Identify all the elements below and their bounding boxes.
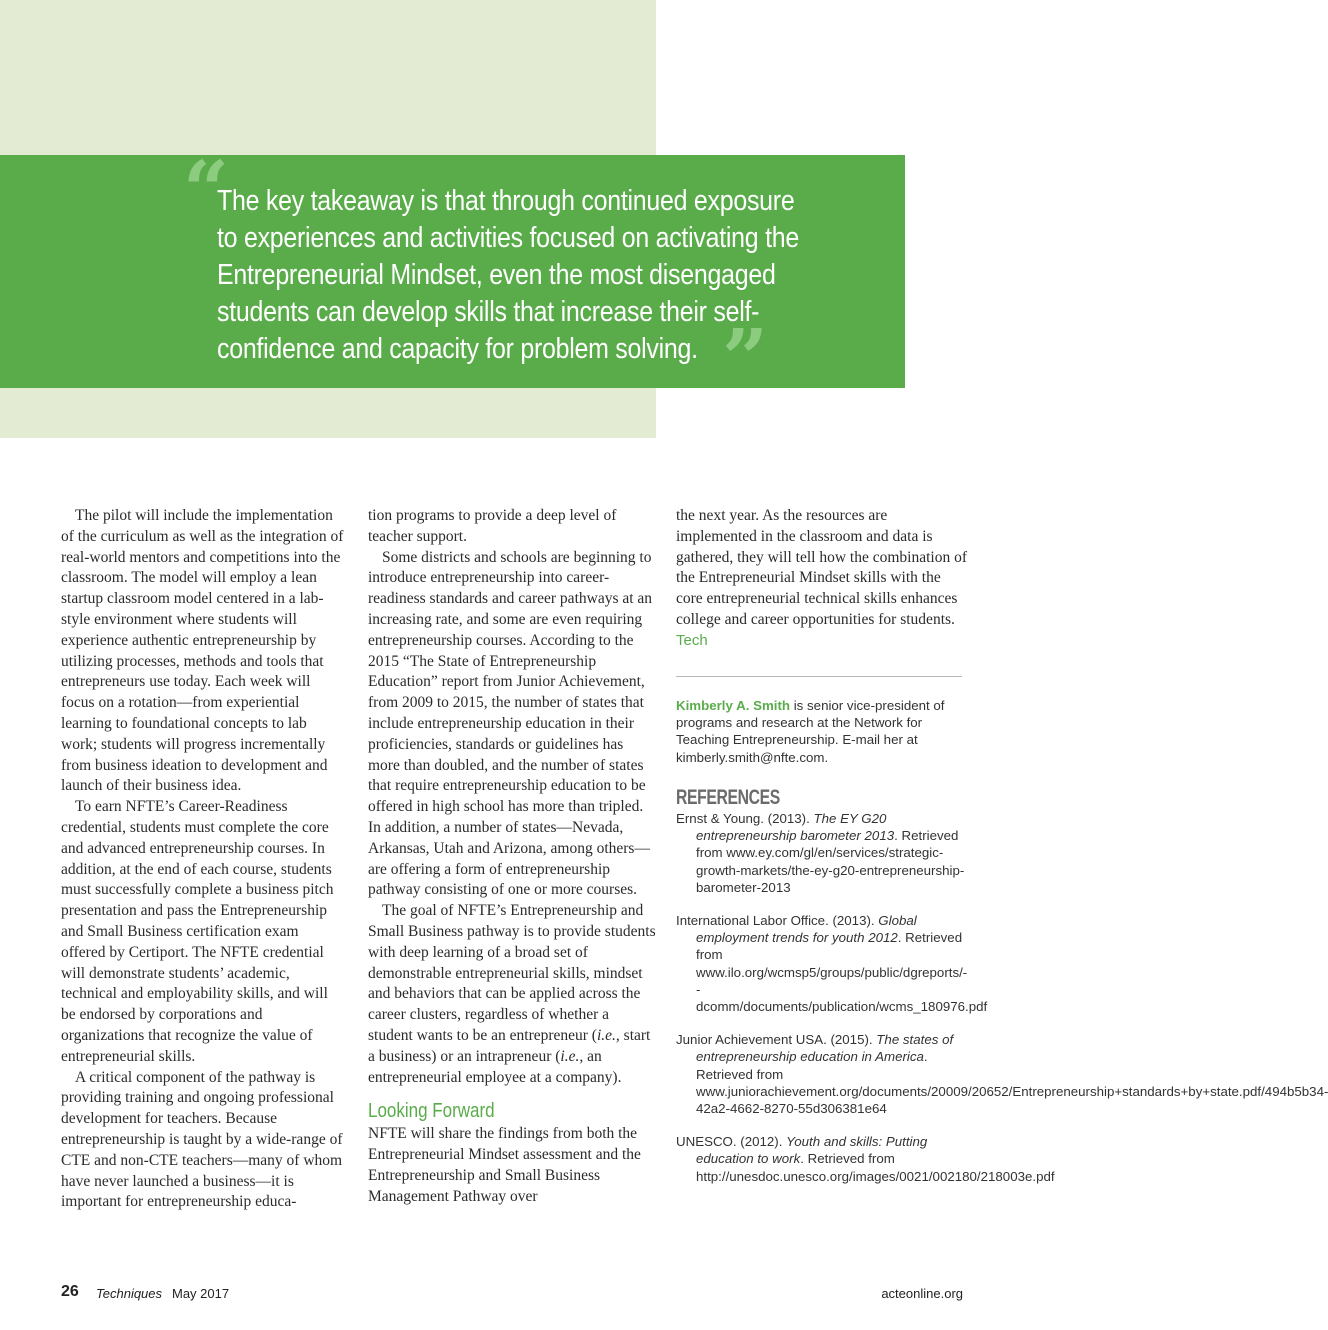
author-name: Kimberly A. Smith [676,698,791,713]
italic-abbrev: i.e., [560,1047,584,1065]
reference-item [676,1133,1055,1185]
magazine-name: Techniques [96,1286,163,1301]
pull-quote-line: The key takeaway is that through continued exposure [217,185,795,217]
reference-item [676,912,988,1015]
paragraph-text: the next year. As the resources are implemented in the classroom and data is gathered, they will tell how the combination of the Entrepreneurial Mindset skills with the core entrepreneurial technical skills enhances college and career opportunities for students. [676,507,967,628]
open-quote-mark: “ [183,143,230,237]
divider [676,676,962,677]
page-number: 26 [61,1283,79,1300]
pull-quote-text [217,183,877,368]
paragraph: Some districts and schools are beginning to introduce entrepreneurship into career-readiness standards and career pathways at an increasing rate, and some are even requiring entrepreneurship courses. According to the 2015 “The State of Entrepreneurship Education” report from Junior Achievement, from 2009 to 2015, the number of states that include entrepreneurship education in their proficiencies, standards or guidelines has more than doubled, and the number of states that require entrepreneurship education to be offered in high school has more than tripled. In addition, a number of states—Nevada, Arkansas, Utah and Arizona, among others—are offering a form of entrepreneurship pathway consisting of one or more courses. [368,548,653,899]
references-heading: REFERENCES [676,786,780,809]
end-mark: Tech [676,631,708,649]
paragraph: To earn NFTE’s Career-Readiness credential, students must complete the core and advanced entrepreneurship courses. In addition, at the end of each course, students must successfully complete a business pitch presentation and pass the Entrepreneurship and Small Business certification exam offered by Certiport. The NFTE credential will demonstrate students’ academic, technical and employability skills, and will be endorsed by corporations and organizations that recognize the value of entrepreneurial skills. [61,798,334,1065]
paragraph-text: start a business) or an intrapreneur ( [368,1026,651,1065]
paragraph: NFTE will share the findings from both the Entrepreneurial Mindset assessment and the Entrepreneurship and Small Business Management Pathway over [368,1125,641,1205]
ref-source: . Retrieved from www.juniorachievement.org/documents/20009/20652/Entrepreneurship+standards+by+state.pdf/494b5b34-42a2-4662-8270-55d306381e64 [696,1049,1328,1117]
paragraph-text: The goal of NFTE’s Entrepreneurship and Small Business pathway is to provide students with deep learning of a broad set of demonstrable entrepreneurial skills, mindset and behaviors that can be applied across the career clusters, regardless of whether a student wants to be an entrepreneur ( [368,902,656,1044]
ref-source: . Retrieved from http://unesdoc.unesco.org/images/0021/002180/218003e.pdf [696,1151,1055,1184]
bio-text: is senior vice-president of programs and research at the Network for Teaching Entrepreneurship. E-mail her at kimberly.smith@nfte.com. [676,698,945,765]
close-quote-mark: ” [722,311,769,405]
paragraph: A critical component of the pathway is providing training and ongoing professional development for teachers. Because entrepreneurship is taught by a wide-range of CTE and non-CTE teachers—many of whom have never launched a business—it is important for entrepreneurship educa- [61,1068,343,1211]
ref-source: . Retrieved from www.ilo.org/wcmsp5/groups/public/dgreports/--dcomm/documents/publication/wcms_180976.pdf [696,930,988,1015]
pull-quote-line: to experiences and activities focused on activating the [217,222,799,254]
website-link[interactable]: acteonline.org [881,1286,963,1301]
italic-abbrev: i.e., [596,1026,620,1044]
ref-title: The EY G20 entrepreneurship barometer 2013 [696,811,895,844]
section-heading: Looking Forward [368,1100,495,1123]
article-column-3 [676,506,968,652]
paragraph [676,506,968,652]
issue-date: May 2017 [172,1286,230,1301]
reference-item [676,1031,1328,1117]
references-list [676,810,1328,1201]
paragraph-text: an entrepreneurial employee at a company). [368,1047,622,1086]
author-bio [676,697,966,766]
ref-title: Global employment trends for youth 2012 [696,913,917,946]
pull-quote-line: Entrepreneurial Mindset, even the most disengaged [217,259,776,291]
reference-item [676,810,966,896]
ref-author: International Labor Office. (2013). [676,913,879,929]
ref-author: Junior Achievement USA. (2015). [676,1032,877,1048]
article-column-1 [61,506,345,1213]
pull-quote-line: confidence and capacity for problem solving. [217,333,698,365]
ref-title: Youth and skills: Putting education to work [696,1134,928,1167]
paragraph [368,901,656,1088]
ref-title: The states of entrepreneurship education in America [696,1032,954,1065]
paragraph: tion programs to provide a deep level of teacher support. [368,507,617,545]
pull-quote-line: students can develop skills that increase their self- [217,296,760,328]
ref-author: UNESCO. (2012). [676,1134,787,1150]
ref-author: Ernst & Young. (2013). [676,811,814,826]
ref-source: . Retrieved from www.ey.com/gl/en/services/strategic-growth-markets/the-ey-g20-entrepreneurship-barometer-2013 [696,828,965,895]
article-column-2 [368,506,656,1208]
paragraph: The pilot will include the implementation of the curriculum as well as the integration of real-world mentors and competitions into the classroom. The model will employ a lean startup classroom model centered in a lab-style environment where students will experience authentic entrepreneurship by utilizing processes, methods and tools that entrepreneurs use today. Each week will focus on a rotation—from experiential learning to foundational concepts to lab work; students will progress incrementally from business ideation to development and launch of their business idea. [61,507,344,795]
